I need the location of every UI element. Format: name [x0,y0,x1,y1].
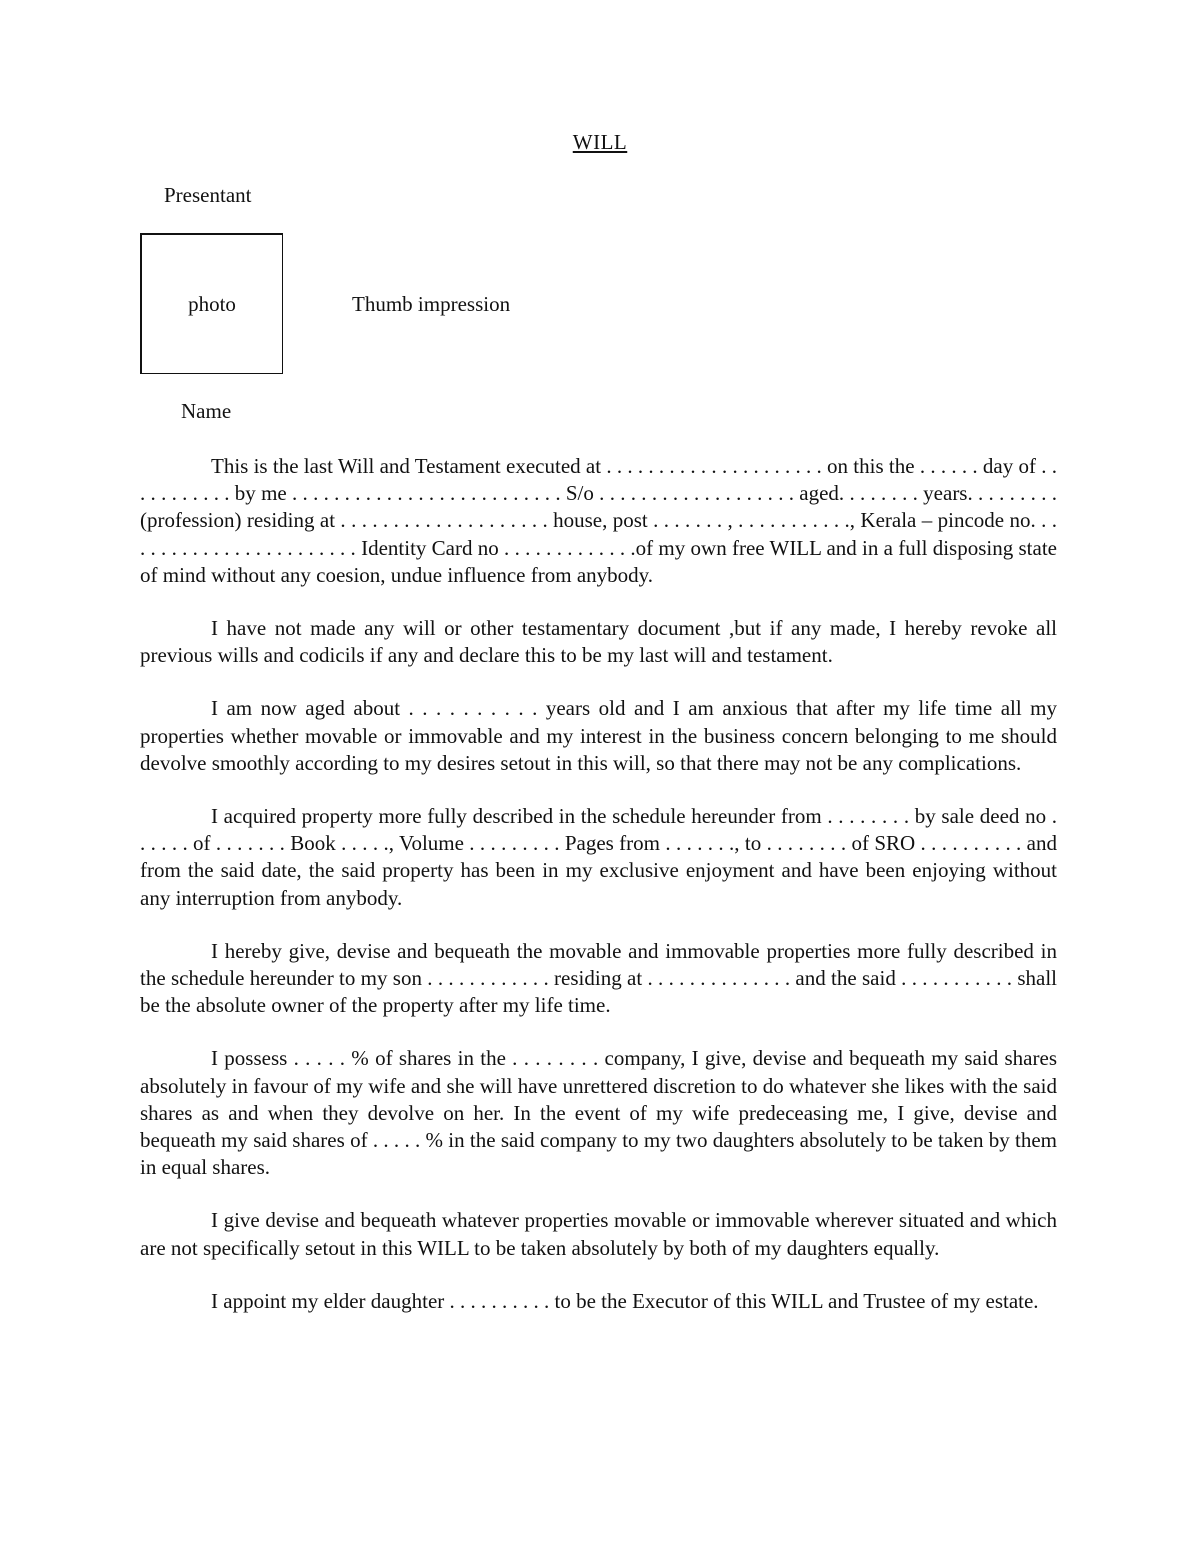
thumb-impression-label: Thumb impression [352,292,511,316]
photo-box [140,233,283,374]
paragraph-declaration: This is the last Will and Testament executed at . . . . . . . . . . . . . . . . . . . . . on this the . . . . . . day of . . . . . . . . . . . by me . . . . . . . . . . . . . . . . . . . . . . . . . . S/o . . . . . . . . . . . . . . . . . . . aged. . . . . . . . years. . . . . . . . . (profession) residing at . . . . . . . . . . . . . . . . . . . . house, post . . . . . . . , . . . . . . . . . . ., Kerala – pincode no. . . . . . . . . . . . . . . . . . . . . . . . Identity Card no . . . . . . . . . . . . .of my own free WILL and in a full disposing state of mind without any coesion, undue influence from anybody. [140,454,1057,587]
photo-label: photo [188,292,236,316]
paragraph-shares: I possess . . . . . % of shares in the . . . . . . . . company, I give, devise and bequeath my said shares absolutely in favour of my wife and she will have unrettered discretion to do whatever she likes with the said shares as and when they devolve on her. In the event of my wife predeceasing me, I give, devise and bequeath my said shares of . . . . . % in the said company to my two daughters absolutely to be taken by them in equal shares. [140,1046,1057,1180]
presentant-label: Presentant [164,183,252,207]
paragraph-property-acquisition: I acquired property more fully described in the schedule hereunder from . . . . . . . . by sale deed no . . . . . . of . . . . . . . Book . . . . ., Volume . . . . . . . . . Pages from . . . . . . ., to . . . . . . . . of SRO . . . . . . . . . . and from the said date, the said property has been in my exclusive enjoyment and have been enjoying without any interruption from anybody. [140,804,1057,910]
paragraph-executor: I appoint my elder daughter . . . . . . . . . . to be the Executor of this WILL and Trustee of my estate. [211,1288,1039,1313]
paragraph-revocation: I have not made any will or other testamentary document ,but if any made, I hereby revoke all previous wills and codicils if any and declare this to be my last will and testament. [140,616,1057,668]
paragraph-age: I am now aged about . . . . . . . . . . years old and I am anxious that after my life time all my properties whether movable or immovable and my interest in the business concern belonging to me should devolve smoothly according to my desires setout in this will, so that there may not be any complications. [140,696,1057,775]
paragraph-residuary: I give devise and bequeath whatever properties movable or immovable wherever situated and which are not specifically setout in this WILL to be taken absolutely by both of my daughters equally. [140,1208,1057,1260]
paragraph-bequest-son: I hereby give, devise and bequeath the movable and immovable properties more fully described in the schedule hereunder to my son . . . . . . . . . . . . residing at . . . . . . . . . . . . . . and the said . . . . . . . . . . . shall be the absolute owner of the property after my life time. [140,938,1057,1018]
will-body [140,453,1057,1341]
document-title: WILL [572,130,628,154]
name-label: Name [181,399,232,423]
